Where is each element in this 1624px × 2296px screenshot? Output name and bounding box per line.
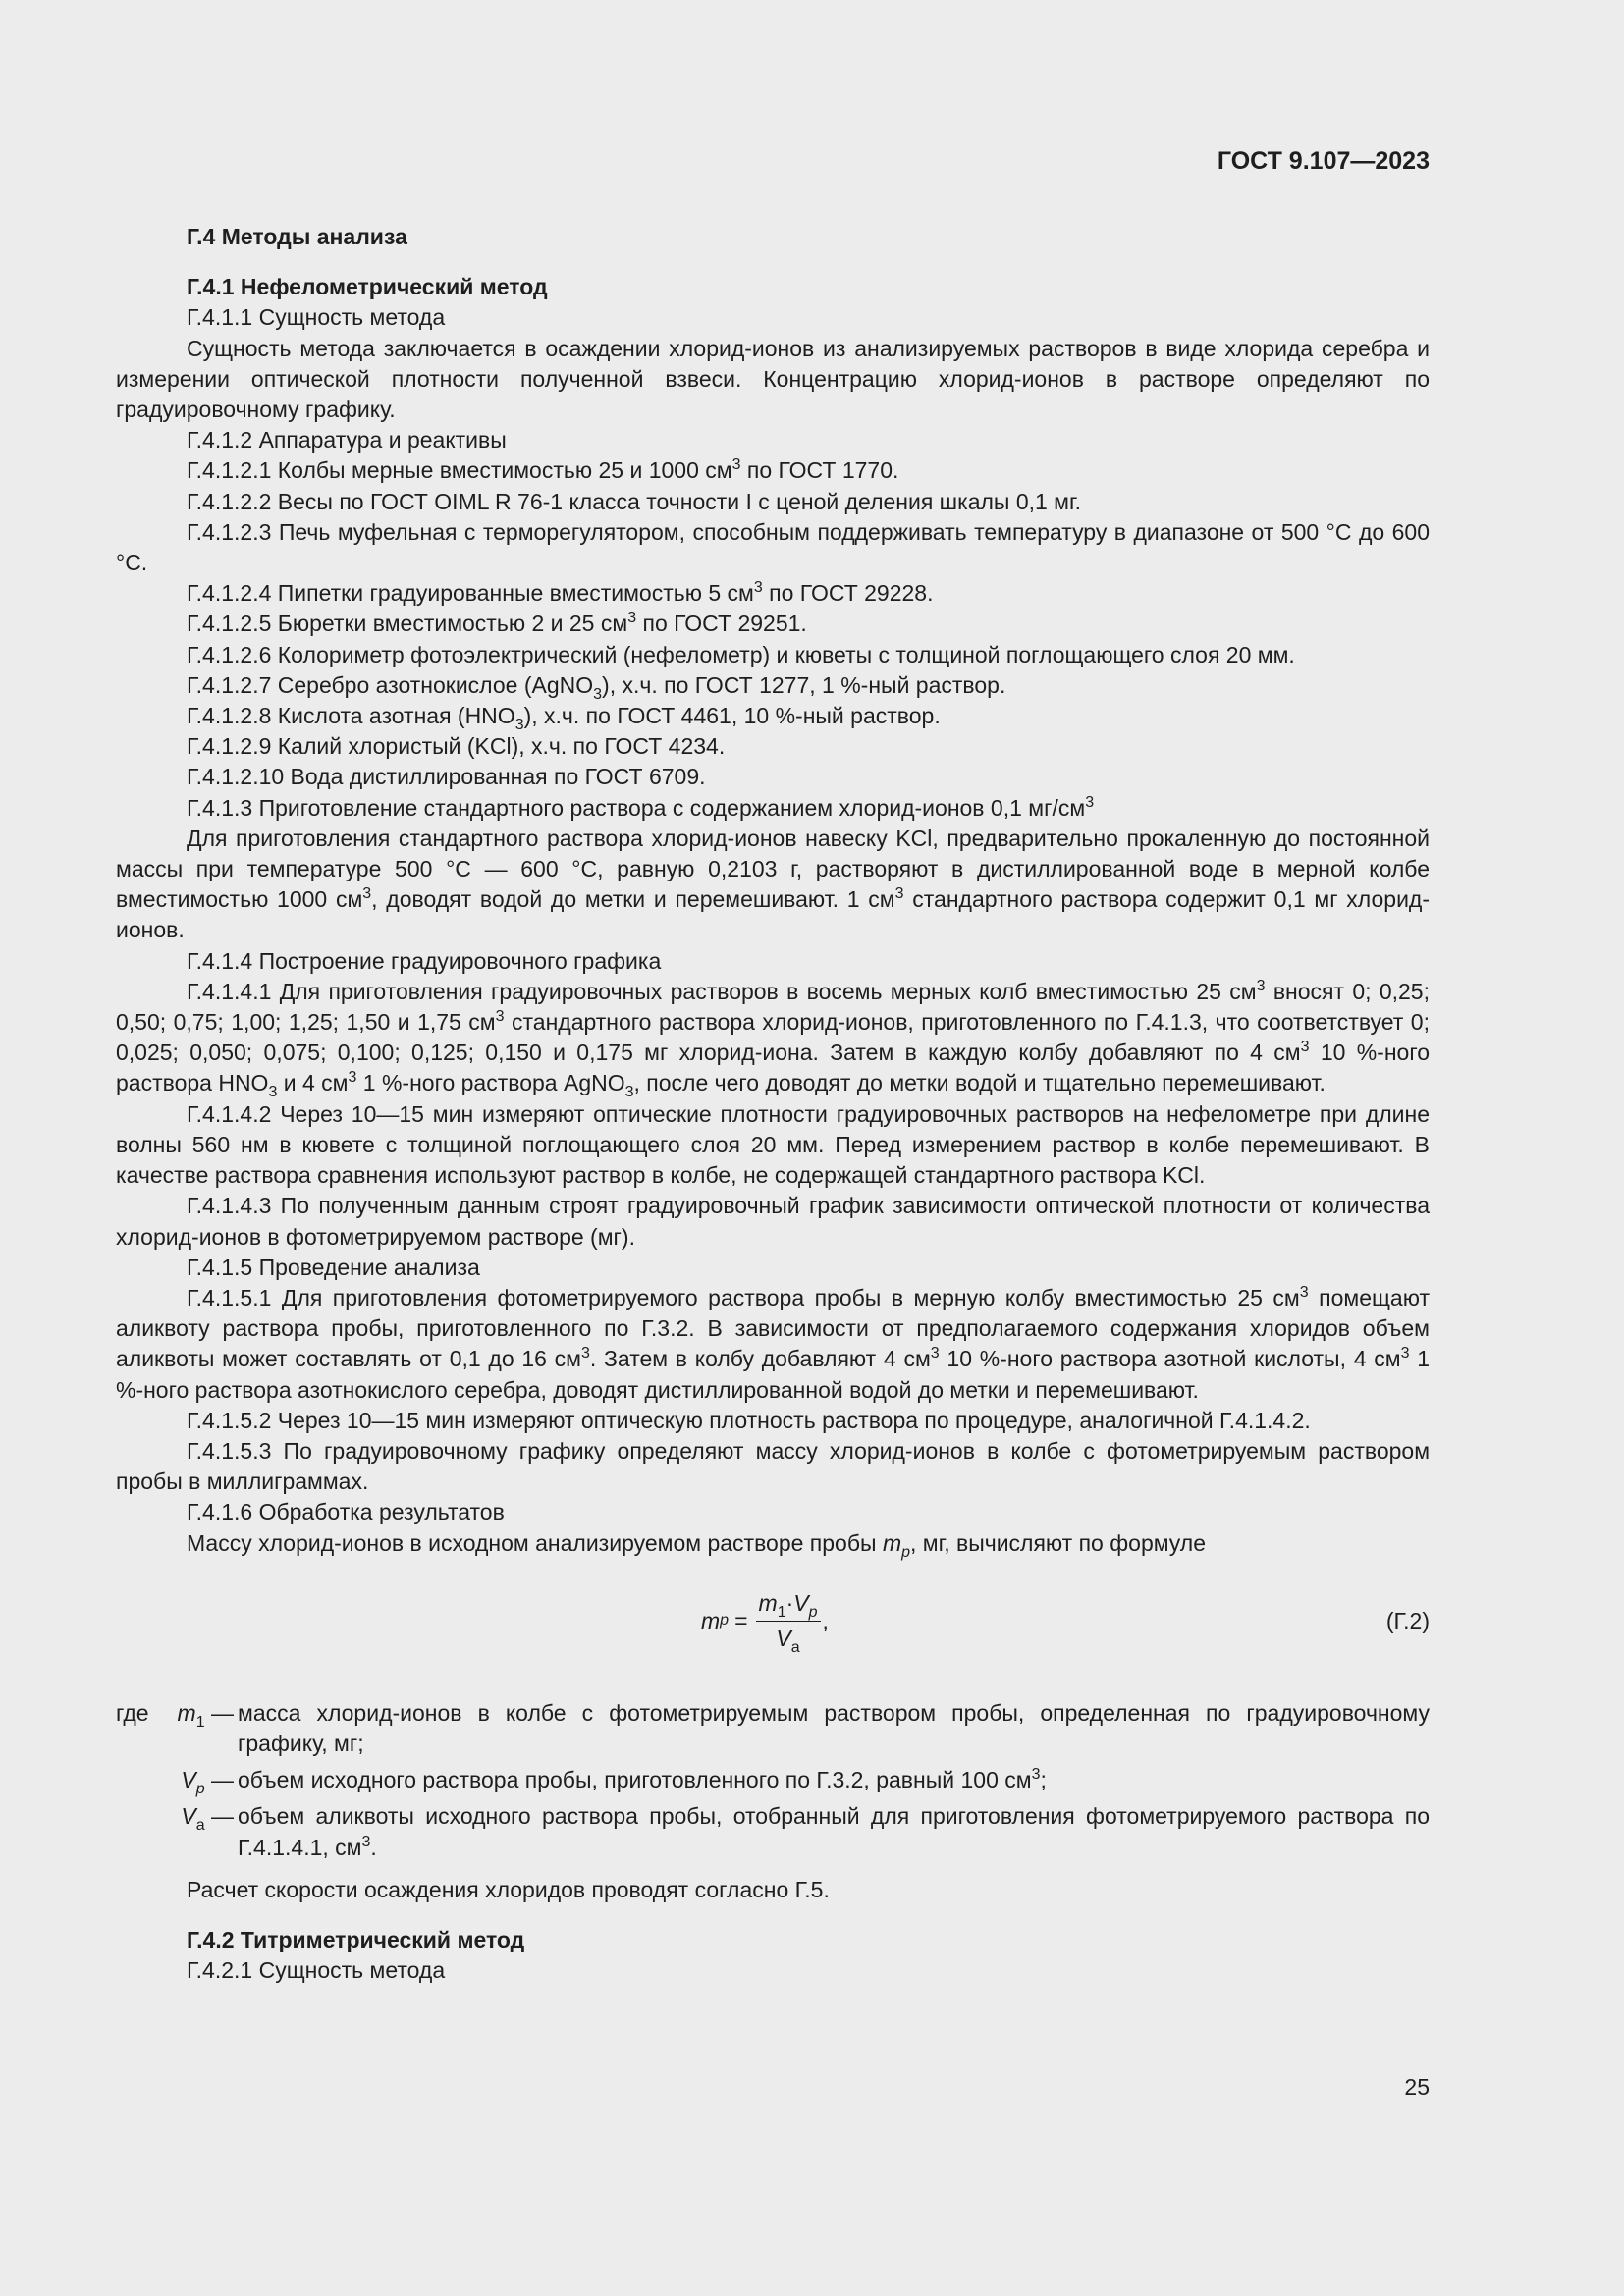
formula-expression: m p = $\frac{m_1\cdot V_p}{V_а}$ , [701,1589,829,1656]
subsection-title: Г.4.1.5 Проведение анализа [187,1254,480,1280]
list-item: Г.4.1.2.1 Колбы мерные вместимостью 25 и 1000 $см^3$ по ГОСТ 1770. [187,456,899,484]
list-item: Г.4.1.2.3 Печь муфельная с терморегулятором, способным поддерживать температуру в диапазоне от 500 °С до 600 °С. [116,518,1430,576]
paragraph: Г.4.1.5.3 По градуировочному графику определяют массу хлорид-ионов в колбе с фотометрируемым раствором пробы в миллиграммах. [116,1437,1430,1495]
subsection-title: Г.4.1.3 Приготовление стандартного раствора с содержанием хлорид-ионов 0,1 $мг/см^3$ [187,793,1095,821]
paragraph: Г.4.1.5.1 Для приготовления фотометрируемого раствора пробы в мерную колбу вместимостью 25 $см^3$ помещают аликвоту раствора пробы, приготовленного по Г.3.2. В зависимости от предполагаемого содержания хлоридов объем аликвоты может составлять от 0,1 до 16 $см^3$. Затем в колбу добавляют 4 $см^3$ 10 %-ного раствора азотной кислоты, 4 $см^3$ 1 %-ного раствора азотнокислого серебра, доводят дистиллированной водой до метки и перемешивают. [116,1283,1430,1403]
definition-m1: где $m_1$ — масса хлорид-ионов в колбе с фотометрируемым раствором пробы, определенная по градуировочному графику, мг; [116,1699,1430,1756]
formula-g2 [116,1580,1430,1675]
subsection-title: Г.4.2.1 Сущность метода [187,1957,446,1984]
paragraph: Для приготовления стандартного раствора хлорид-ионов навеску KCl, предварительно прокаленную до постоянной массы при температуре 500 °С — 600 °С, равную 0,2103 г, растворяют в дистиллированной воде в мерной колбе вместимостью 1000 $см^3$, доводят водой до метки и перемешивают. 1 $см^3$ стандартного раствора содержит 0,1 мг хлорид-ионов. [116,825,1431,943]
paragraph: Г.4.1.4.3 По полученным данным строят градуировочный график зависимости оптической плотности от количества хлорид-ионов в фотометрируемом растворе (мг). [116,1193,1430,1250]
list-item: Г.4.1.2.9 Калий хлористый (KCl), х.ч. по ГОСТ 4234. [187,733,726,760]
list-item: Г.4.1.2.7 Серебро азотнокислое (AgNO$_3$), х.ч. по ГОСТ 1277, 1 %-ный раствор. [187,671,1006,703]
subsection-title: Г.4.1.6 Обработка результатов [187,1499,505,1525]
list-item: Г.4.1.2.10 Вода дистиллированная по ГОСТ 6709. [187,764,706,790]
definition-va: $V_а$ — объем аликвоты исходного раствора пробы, отобранный для приготовления фотометрируемого раствора по Г.4.1.4.1, $см^3$. [181,1803,1430,1860]
document-body [116,222,1430,1986]
list-item: Г.4.1.2.4 Пипетки градуированные вместимостью 5 $см^3$ по ГОСТ 29228. [187,579,934,607]
formula-numerator: $m_1\cdot V_p$ [756,1588,821,1622]
page-number: 25 [1404,2074,1430,2100]
subsection-title: Г.4.1.2 Аппаратура и реактивы [187,427,507,454]
definition-vp: $V_p$ — объем исходного раствора пробы, приготовленного по Г.3.2, равный 100 $см^3$; [181,1766,1047,1798]
paragraph: Сущность метода заключается в осаждении хлорид-ионов из анализируемых растворов в виде хлорида серебра и измерении оптической плотности полученной взвеси. Концентрацию хлорид-ионов в растворе определяют по градуировочному графику. [116,335,1430,423]
page-header-gost-code: ГОСТ 9.107—2023 [1217,147,1430,175]
section-title-g42: Г.4.2 Титриметрический метод [187,1926,525,1952]
formula-number: (Г.2) [1385,1607,1430,1633]
paragraph: Г.4.1.4.2 Через 10—15 мин измеряют оптические плотности градуировочных растворов на нефелометре при длине волны 560 нм в кювете с толщиной поглощающего слоя 20 мм. Перед измерением раствор в колбе перемешивают. В качестве раствора сравнения используют раствор в колбе, не содержащей стандартного раствора KCl. [116,1100,1430,1189]
formula-definitions [116,1698,1430,1863]
subsection-title: Г.4.1.4 Построение градуировочного графика [187,947,662,974]
paragraph: Г.4.1.5.2 Через 10—15 мин измеряют оптическую плотность раствора по процедуре, аналогичной Г.4.1.4.2. [187,1407,1311,1433]
paragraph: Массу хлорид-ионов в исходном анализируемом растворе пробы $m_p$, мг, вычисляют по формуле [187,1529,1207,1561]
subsection-title: Г.4.1.1 Сущность метода [187,304,446,331]
list-item: Г.4.1.2.8 Кислота азотная $(HNO_3)$, х.ч. по ГОСТ 4461, 10 %-ный раствор. [187,703,941,734]
formula-fraction [756,1588,821,1654]
list-item: Г.4.1.2.5 Бюретки вместимостью 2 и 25 $см^3$ по ГОСТ 29251. [187,610,807,637]
paragraph: Г.4.1.4.1 Для приготовления градуировочных растворов в восемь мерных колб вместимостью 25 $см^3$ вносят 0; 0,25; 0,50; 0,75; 1,00; 1,25; 1,50 и 1,75 $см^3$ стандартного раствора хлорид-ионов, приготовленного по Г.4.1.3, что соответствует 0; 0,025; 0,050; 0,075; 0,100; 0,125; 0,150 и 0,175 мг хлорид-иона. Затем в каждую колбу добавляют по 4 $см^3$ 10 %-ного раствора $HNO_3$ и 4 $см^3$ 1 %-ного раствора AgNO$_3$, после чего доводят до метки водой и тщательно перемешивают. [116,977,1430,1101]
formula-denominator: $V_а$ [776,1625,800,1656]
list-item: Г.4.1.2.6 Колориметр фотоэлектрический (нефелометр) и кюветы с толщиной поглощающего слоя 20 мм. [187,641,1295,667]
list-item: Г.4.1.2.2 Весы по ГОСТ OIML R 76-1 класса точности I с ценой деления шкалы 0,1 мг. [187,488,1081,514]
section-title-g4: Г.4 Методы анализа [187,224,407,249]
section-title-g41: Г.4.1 Нефелометрический метод [187,274,548,300]
paragraph: Расчет скорости осаждения хлоридов проводят согласно Г.5. [187,1876,830,1902]
